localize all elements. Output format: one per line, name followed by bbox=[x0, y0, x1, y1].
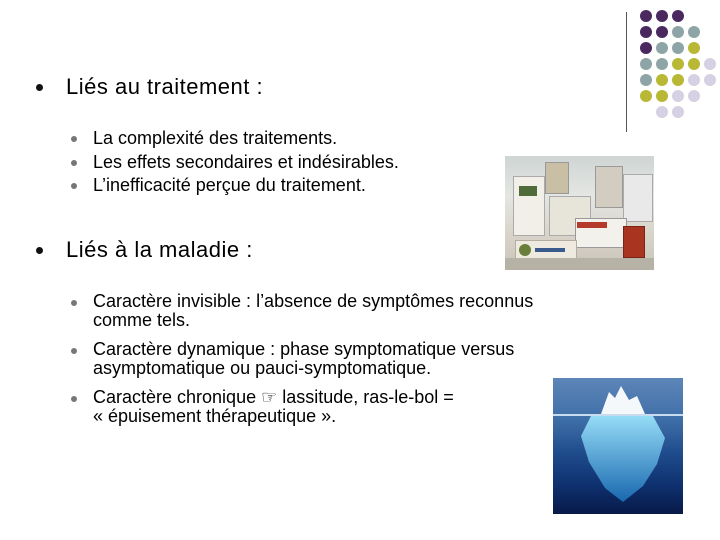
dot bbox=[704, 58, 716, 70]
dot bbox=[656, 106, 668, 118]
dot bbox=[640, 74, 652, 86]
dot bbox=[640, 10, 652, 22]
decorative-dot-grid bbox=[640, 10, 720, 120]
dot bbox=[688, 74, 700, 86]
iceberg-icon bbox=[553, 378, 683, 514]
dot bbox=[656, 10, 668, 22]
dot bbox=[656, 26, 668, 38]
bullet bbox=[71, 300, 77, 306]
dot bbox=[656, 42, 668, 54]
dot bbox=[640, 42, 652, 54]
dot bbox=[688, 26, 700, 38]
list-item-line: comme tels. bbox=[93, 310, 191, 330]
section-heading-treatment: Liés au traitement : bbox=[66, 74, 264, 99]
dot bbox=[672, 106, 684, 118]
list-item-line: « épuisement thérapeutique ». bbox=[93, 406, 337, 426]
bullet bbox=[36, 247, 43, 254]
dot bbox=[656, 90, 668, 102]
dot bbox=[656, 74, 668, 86]
list-item: Les effets secondaires et indésirables. bbox=[93, 152, 399, 172]
dot bbox=[704, 74, 716, 86]
list-item-line: asymptomatique ou pauci-symptomatique. bbox=[93, 358, 432, 378]
bullet bbox=[71, 136, 77, 142]
dot bbox=[688, 90, 700, 102]
medicine-photo bbox=[505, 156, 654, 270]
iceberg-image bbox=[553, 378, 683, 514]
dot bbox=[688, 58, 700, 70]
dot bbox=[672, 26, 684, 38]
dot bbox=[640, 58, 652, 70]
dot bbox=[640, 90, 652, 102]
bullet bbox=[71, 396, 77, 402]
list-item: La complexité des traitements. bbox=[93, 128, 338, 148]
bullet bbox=[71, 183, 77, 189]
dot bbox=[672, 58, 684, 70]
dot bbox=[672, 90, 684, 102]
dot bbox=[656, 58, 668, 70]
dot bbox=[640, 26, 652, 38]
dot bbox=[688, 42, 700, 54]
decorative-vertical-line bbox=[626, 12, 627, 132]
bullet bbox=[71, 348, 77, 354]
section-heading-disease: Liés à la maladie : bbox=[66, 237, 253, 262]
dot bbox=[672, 74, 684, 86]
list-item-line: Caractère dynamique : phase symptomatique versus bbox=[93, 339, 515, 359]
bullet bbox=[71, 160, 77, 166]
dot bbox=[672, 42, 684, 54]
list-item bbox=[93, 292, 533, 330]
list-item-line: Caractère invisible : l’absence de symptômes reconnus bbox=[93, 291, 534, 311]
list-item: L’inefficacité perçue du traitement. bbox=[93, 175, 366, 195]
bullet bbox=[36, 84, 43, 91]
list-item bbox=[93, 340, 514, 378]
dot bbox=[672, 10, 684, 22]
list-item-line: Caractère chronique ☞ lassitude, ras-le-bol = bbox=[93, 387, 454, 407]
list-item bbox=[93, 388, 454, 426]
